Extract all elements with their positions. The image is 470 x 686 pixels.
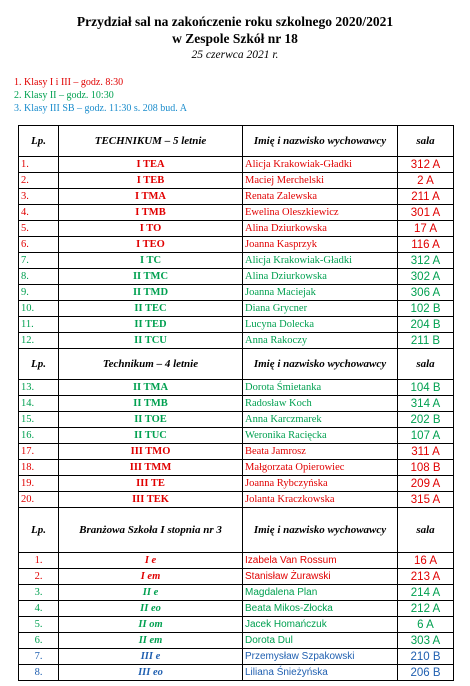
- class-name: I TMA: [59, 189, 243, 205]
- room-number: 204 B: [398, 317, 454, 333]
- table-row: [19, 317, 454, 333]
- row-number: 7.: [19, 649, 59, 665]
- class-name: I TMB: [59, 205, 243, 221]
- room-number: 16 A: [398, 553, 454, 569]
- school-name: w Zespole Szkół nr 18: [172, 31, 298, 46]
- table-row: [19, 189, 454, 205]
- class-name: II TMD: [59, 285, 243, 301]
- teacher-name: Alicja Krakowiak-Gładki: [243, 157, 398, 173]
- room-number: 211 B: [398, 333, 454, 349]
- teacher-name: Dorota Śmietanka: [243, 380, 398, 396]
- room-number: 214 A: [398, 585, 454, 601]
- table-row: [19, 380, 454, 396]
- room-assignment-table: [18, 125, 454, 681]
- class-name: I TO: [59, 221, 243, 237]
- row-number: 13.: [19, 380, 59, 396]
- table-row: [19, 173, 454, 189]
- class-name: I TC: [59, 253, 243, 269]
- class-name: III e: [59, 649, 243, 665]
- row-number: 9.: [19, 285, 59, 301]
- table-row: [19, 633, 454, 649]
- section-header-row: [19, 349, 454, 380]
- legend-item: 1. Klasy I i III – godz. 8:30: [14, 77, 124, 88]
- table-row: [19, 601, 454, 617]
- row-number: 17.: [19, 444, 59, 460]
- row-number: 3.: [19, 585, 59, 601]
- teacher-name: Magdalena Plan: [243, 585, 398, 601]
- class-name: I e: [59, 553, 243, 569]
- teacher-name: Przemysław Szpakowski: [243, 649, 398, 665]
- header-lp: Lp.: [19, 349, 59, 380]
- teacher-name: Alina Dziurkowska: [243, 269, 398, 285]
- row-number: 10.: [19, 301, 59, 317]
- class-name: I TEO: [59, 237, 243, 253]
- table-row: [19, 221, 454, 237]
- room-number: 311 A: [398, 444, 454, 460]
- header-teacher: Imię i nazwisko wychowawcy: [243, 126, 398, 157]
- teacher-name: Jacek Homańczuk: [243, 617, 398, 633]
- table-row: [19, 569, 454, 585]
- row-number: 1.: [19, 553, 59, 569]
- room-number: 209 A: [398, 476, 454, 492]
- section-header-row: [19, 126, 454, 157]
- table-row: [19, 269, 454, 285]
- class-name: II TMA: [59, 380, 243, 396]
- room-number: 312 A: [398, 253, 454, 269]
- row-number: 18.: [19, 460, 59, 476]
- room-number: 302 A: [398, 269, 454, 285]
- room-number: 206 B: [398, 665, 454, 681]
- row-number: 8.: [19, 269, 59, 285]
- room-number: 312 A: [398, 157, 454, 173]
- header-teacher: Imię i nazwisko wychowawcy: [243, 508, 398, 553]
- row-number: 19.: [19, 476, 59, 492]
- teacher-name: Jolanta Kraczkowska: [243, 492, 398, 508]
- room-number: 108 B: [398, 460, 454, 476]
- row-number: 14.: [19, 396, 59, 412]
- teacher-name: Izabela Van Rossum: [243, 553, 398, 569]
- table-row: [19, 476, 454, 492]
- row-number: 20.: [19, 492, 59, 508]
- table-row: [19, 205, 454, 221]
- room-number: 211 A: [398, 189, 454, 205]
- teacher-name: Alina Dziurkowska: [243, 221, 398, 237]
- class-name: II TOE: [59, 412, 243, 428]
- document-title: Przydział sal na zakończenie roku szkolnego 2020/2021: [76, 14, 394, 29]
- header-section-name: TECHNIKUM – 5 letnie: [59, 126, 243, 157]
- teacher-name: Liliana Śnieżyńska: [243, 665, 398, 681]
- row-number: 4.: [19, 205, 59, 221]
- table-row: [19, 665, 454, 681]
- class-name: II e: [59, 585, 243, 601]
- row-number: 5.: [19, 617, 59, 633]
- class-name: III TE: [59, 476, 243, 492]
- room-number: 102 B: [398, 301, 454, 317]
- row-number: 8.: [19, 665, 59, 681]
- room-number: 315 A: [398, 492, 454, 508]
- row-number: 6.: [19, 237, 59, 253]
- section-header-row: [19, 508, 454, 553]
- teacher-name: Alicja Krakowiak-Gładki: [243, 253, 398, 269]
- header-room: sala: [398, 126, 454, 157]
- row-number: 16.: [19, 428, 59, 444]
- row-number: 4.: [19, 601, 59, 617]
- header-lp: Lp.: [19, 126, 59, 157]
- table-row: [19, 396, 454, 412]
- teacher-name: Beata Jamrosz: [243, 444, 398, 460]
- class-name: I TEA: [59, 157, 243, 173]
- room-number: 17 A: [398, 221, 454, 237]
- table-row: [19, 617, 454, 633]
- class-name: II eo: [59, 601, 243, 617]
- table-row: [19, 553, 454, 569]
- class-name: III TMO: [59, 444, 243, 460]
- teacher-name: Anna Karczmarek: [243, 412, 398, 428]
- row-number: 7.: [19, 253, 59, 269]
- room-number: 202 B: [398, 412, 454, 428]
- table-row: [19, 585, 454, 601]
- teacher-name: Małgorzata Opierowiec: [243, 460, 398, 476]
- class-name: II em: [59, 633, 243, 649]
- teacher-name: Dorota Dul: [243, 633, 398, 649]
- row-number: 1.: [19, 157, 59, 173]
- table-row: [19, 333, 454, 349]
- class-name: II TEC: [59, 301, 243, 317]
- room-number: 107 A: [398, 428, 454, 444]
- teacher-name: Beata Mikos-Złocka: [243, 601, 398, 617]
- room-number: 210 B: [398, 649, 454, 665]
- table-row: [19, 157, 454, 173]
- room-number: 212 A: [398, 601, 454, 617]
- teacher-name: Joanna Rybczyńska: [243, 476, 398, 492]
- room-number: 6 A: [398, 617, 454, 633]
- class-name: II TMB: [59, 396, 243, 412]
- header-room: sala: [398, 349, 454, 380]
- teacher-name: Anna Rakoczy: [243, 333, 398, 349]
- teacher-name: Ewelina Oleszkiewicz: [243, 205, 398, 221]
- class-name: III eo: [59, 665, 243, 681]
- room-number: 306 A: [398, 285, 454, 301]
- row-number: 12.: [19, 333, 59, 349]
- teacher-name: Joanna Kasprzyk: [243, 237, 398, 253]
- room-number: 301 A: [398, 205, 454, 221]
- table-row: [19, 285, 454, 301]
- teacher-name: Joanna Maciejak: [243, 285, 398, 301]
- teacher-name: Diana Grycner: [243, 301, 398, 317]
- header-lp: Lp.: [19, 508, 59, 553]
- room-number: 213 A: [398, 569, 454, 585]
- legend-item: 3. Klasy III SB – godz. 11:30 s. 208 bud. A: [14, 103, 187, 114]
- teacher-name: Lucyna Dolecka: [243, 317, 398, 333]
- table-row: [19, 428, 454, 444]
- room-number: 314 A: [398, 396, 454, 412]
- table-row: [19, 460, 454, 476]
- header-teacher: Imię i nazwisko wychowawcy: [243, 349, 398, 380]
- header-section-name: Branżowa Szkoła I stopnia nr 3: [59, 508, 243, 553]
- teacher-name: Weronika Racięcka: [243, 428, 398, 444]
- room-number: 116 A: [398, 237, 454, 253]
- header-room: sala: [398, 508, 454, 553]
- class-name: II TMC: [59, 269, 243, 285]
- table-row: [19, 237, 454, 253]
- class-name: II TED: [59, 317, 243, 333]
- class-name: II om: [59, 617, 243, 633]
- teacher-name: Radosław Koch: [243, 396, 398, 412]
- table-body: [19, 126, 454, 681]
- class-name: I TEB: [59, 173, 243, 189]
- row-number: 2.: [19, 569, 59, 585]
- table-row: [19, 444, 454, 460]
- document-date: 25 czerwca 2021 r.: [191, 49, 279, 61]
- table-row: [19, 412, 454, 428]
- class-name: II TCU: [59, 333, 243, 349]
- row-number: 11.: [19, 317, 59, 333]
- teacher-name: Maciej Merchelski: [243, 173, 398, 189]
- header-section-name: Technikum – 4 letnie: [59, 349, 243, 380]
- row-number: 3.: [19, 189, 59, 205]
- class-name: II TUC: [59, 428, 243, 444]
- row-number: 15.: [19, 412, 59, 428]
- table-row: [19, 649, 454, 665]
- legend-item: 2. Klasy II – godz. 10:30: [14, 90, 114, 101]
- class-name: III TMM: [59, 460, 243, 476]
- room-number: 2 A: [398, 173, 454, 189]
- table-row: [19, 253, 454, 269]
- table-row: [19, 492, 454, 508]
- class-name: I em: [59, 569, 243, 585]
- teacher-name: Stanisław Żurawski: [243, 569, 398, 585]
- row-number: 5.: [19, 221, 59, 237]
- row-number: 6.: [19, 633, 59, 649]
- room-number: 104 B: [398, 380, 454, 396]
- schedule-legend: [14, 76, 187, 115]
- room-number: 303 A: [398, 633, 454, 649]
- teacher-name: Renata Zalewska: [243, 189, 398, 205]
- class-name: III TEK: [59, 492, 243, 508]
- row-number: 2.: [19, 173, 59, 189]
- table-row: [19, 301, 454, 317]
